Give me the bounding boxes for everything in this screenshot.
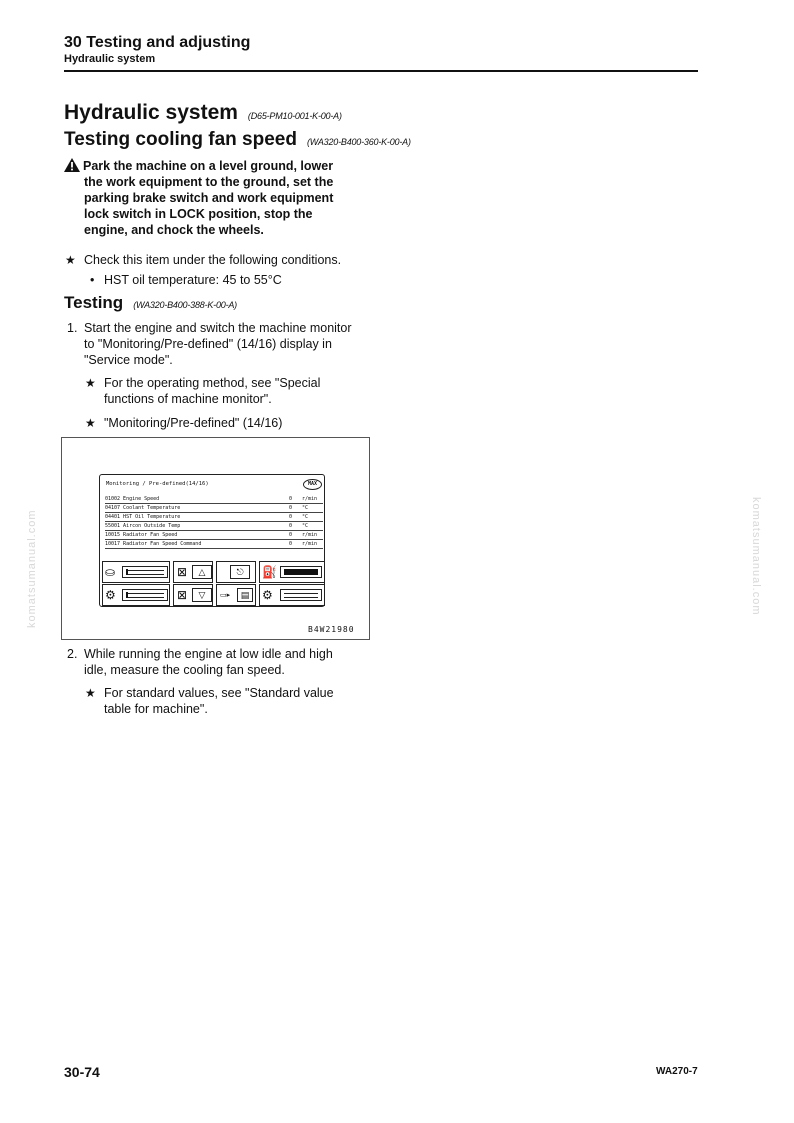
- monitor-row: 01002 Engine Speed 0 r/min: [105, 495, 323, 504]
- down-cell: [173, 584, 213, 606]
- star-icon: ★: [85, 416, 96, 430]
- heading-code: (WA320-B400-388-K-00-A): [133, 300, 237, 310]
- fuel-cell: [259, 561, 325, 583]
- warning-line: parking brake switch and work equipment: [84, 191, 334, 205]
- page-number: 30-74: [64, 1064, 100, 1080]
- coolant-gauge: [122, 566, 168, 578]
- up-arrow-icon: △: [192, 565, 212, 579]
- step-1-text: Start the engine and switch the machine monitor to "Monitoring/Pre-defined" (14/16) display in "Service mode".: [84, 321, 352, 367]
- seat-icon: ⊠: [177, 565, 188, 579]
- select-icon: ▤: [237, 588, 253, 602]
- warning-line: engine, and chock the wheels.: [84, 223, 264, 237]
- note-monitoring: "Monitoring/Pre-defined" (14/16): [104, 416, 283, 430]
- star-icon: ★: [65, 253, 76, 267]
- star-icon: ★: [85, 376, 96, 390]
- step-number: 2.: [67, 647, 78, 661]
- seat-icon: ⊠: [177, 588, 188, 602]
- monitor-row: 04401 HST Oil Temperature 0 °C: [105, 513, 323, 522]
- step-number: 1.: [67, 321, 78, 335]
- safety-warning: [64, 158, 364, 238]
- coolant-temp-cell: [102, 561, 170, 583]
- subsection-title: Hydraulic system: [64, 53, 156, 65]
- heading-code: (WA320-B400-360-K-00-A): [306, 137, 411, 147]
- mode-icon: ⎋: [230, 565, 250, 579]
- monitor-gauge-panel: [99, 559, 325, 607]
- header-rule: [64, 70, 698, 72]
- down-arrow-icon: ▽: [192, 588, 212, 602]
- up-cell: [173, 561, 213, 583]
- max-badge: MAX: [303, 479, 322, 490]
- fuel-icon: ⛽: [262, 565, 277, 579]
- star-icon: ★: [85, 686, 96, 700]
- coolant-icon: ⛀: [105, 565, 116, 579]
- heading-text: Hydraulic system: [64, 101, 238, 124]
- heading-text: Testing cooling fan speed: [64, 129, 297, 150]
- hst-oil-icon: ⚙: [105, 588, 116, 602]
- heading-testing-cooling-fan-speed: [64, 129, 411, 151]
- display-cell: [216, 561, 256, 583]
- warning-line: lock switch in LOCK position, stop the: [84, 207, 313, 221]
- monitor-row: 55001 Aircon Outside Temp 0 °C: [105, 522, 323, 531]
- heading-testing: [64, 293, 237, 313]
- hst-temp-cell: [102, 584, 170, 606]
- hst-gauge: [122, 589, 168, 601]
- warning-line: the work equipment to the ground, set the: [84, 175, 334, 189]
- eco-cell: [259, 584, 325, 606]
- note-operating-method: For the operating method, see "Special functions of machine monitor".: [104, 376, 321, 406]
- conditions-intro: Check this item under the following conditions.: [84, 253, 342, 267]
- eco-gauge: [280, 589, 322, 601]
- step-2-text: While running the engine at low idle and high idle, measure the cooling fan speed.: [84, 647, 333, 677]
- note-standard-values: For standard values, see "Standard value table for machine".: [104, 686, 334, 716]
- condition-item: HST oil temperature: 45 to 55°C: [104, 273, 282, 287]
- monitor-title: Monitoring / Pre-defined(14/16): [106, 481, 209, 487]
- select-cell: [216, 584, 256, 606]
- monitor-row: 10015 Radiator Fan Speed 0 r/min: [105, 531, 323, 540]
- section-title: 30 Testing and adjusting: [64, 34, 251, 51]
- monitor-row: 04107 Coolant Temperature 0 °C: [105, 504, 323, 513]
- fuel-gauge: [280, 566, 322, 578]
- lever-icon: ▭▸: [220, 592, 231, 599]
- watermark-right: komatsumanual.com: [750, 497, 762, 616]
- heading-code: (D65-PM10-001-K-00-A): [247, 111, 342, 121]
- eco-icon: ⚙: [262, 588, 273, 602]
- bullet-icon: •: [90, 273, 95, 287]
- figure-code: B4W21980: [308, 625, 355, 634]
- heading-hydraulic-system: [64, 101, 342, 125]
- warning-line: Park the machine on a level ground, lower: [64, 158, 364, 174]
- watermark-left: komatsumanual.com: [26, 509, 38, 628]
- monitor-row: 10017 Radiator Fan Speed Command 0 r/min: [105, 540, 323, 549]
- heading-text: Testing: [64, 293, 124, 312]
- model-number: WA270-7: [656, 1066, 698, 1077]
- warning-triangle-icon: [64, 158, 80, 172]
